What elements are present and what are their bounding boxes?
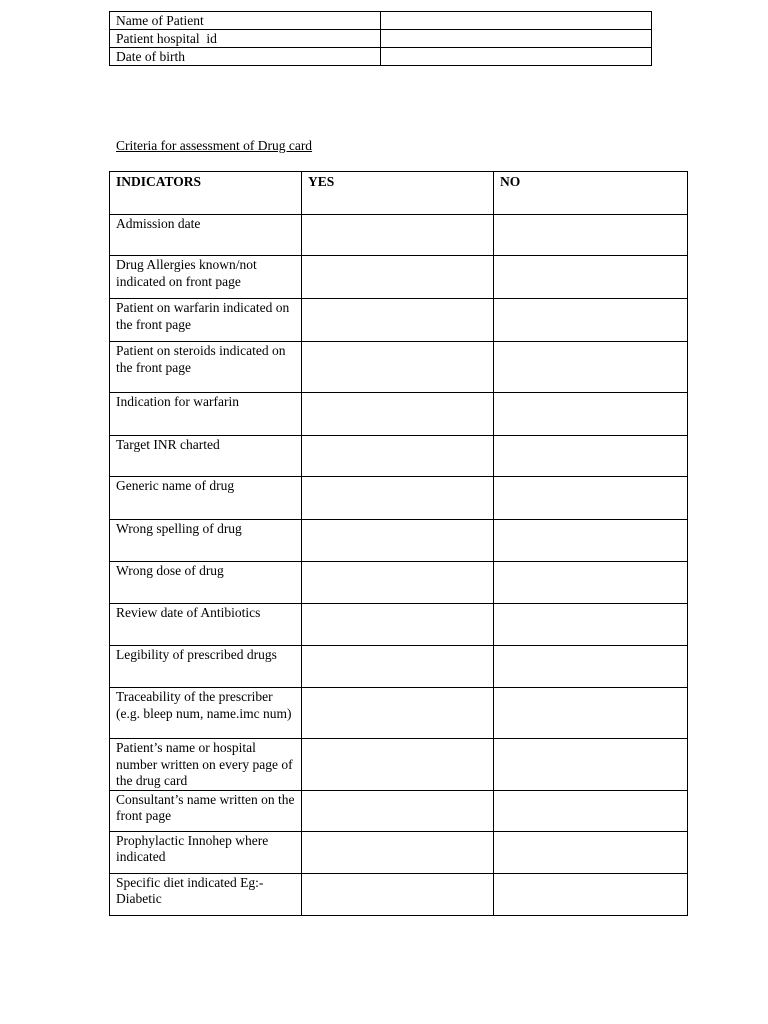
yes-cell[interactable] xyxy=(302,342,494,393)
criteria-row xyxy=(110,873,688,915)
indicator-cell: Indication for warfarin xyxy=(110,393,302,436)
yes-cell[interactable] xyxy=(302,393,494,436)
no-cell[interactable] xyxy=(494,215,688,256)
yes-cell[interactable] xyxy=(302,873,494,915)
criteria-row xyxy=(110,688,688,739)
criteria-table xyxy=(109,171,688,916)
no-cell[interactable] xyxy=(494,604,688,646)
dob-label: Date of birth xyxy=(110,48,381,66)
criteria-row xyxy=(110,342,688,393)
no-cell[interactable] xyxy=(494,393,688,436)
criteria-row xyxy=(110,604,688,646)
indicator-cell: Generic name of drug xyxy=(110,477,302,520)
yes-cell[interactable] xyxy=(302,256,494,299)
yes-cell[interactable] xyxy=(302,562,494,604)
indicator-cell: Consultant’s name written on the front page xyxy=(110,790,302,831)
indicator-cell: Wrong spelling of drug xyxy=(110,520,302,562)
patient-id-field[interactable] xyxy=(381,30,652,48)
yes-cell[interactable] xyxy=(302,688,494,739)
indicator-cell: Traceability of the prescriber (e.g. bleep num, name.imc num) xyxy=(110,688,302,739)
yes-cell[interactable] xyxy=(302,739,494,791)
yes-cell[interactable] xyxy=(302,790,494,831)
no-cell[interactable] xyxy=(494,342,688,393)
no-cell[interactable] xyxy=(494,688,688,739)
indicator-cell: Patient on warfarin indicated on the front page xyxy=(110,299,302,342)
yes-cell[interactable] xyxy=(302,436,494,477)
indicator-cell: Target INR charted xyxy=(110,436,302,477)
yes-cell[interactable] xyxy=(302,299,494,342)
criteria-row xyxy=(110,831,688,873)
no-cell[interactable] xyxy=(494,520,688,562)
criteria-row xyxy=(110,477,688,520)
indicator-cell: Review date of Antibiotics xyxy=(110,604,302,646)
indicator-cell: Admission date xyxy=(110,215,302,256)
no-cell[interactable] xyxy=(494,562,688,604)
dob-field[interactable] xyxy=(381,48,652,66)
no-cell[interactable] xyxy=(494,299,688,342)
patient-id-label: Patient hospital id xyxy=(110,30,381,48)
patient-id-row xyxy=(110,30,652,48)
criteria-row xyxy=(110,790,688,831)
header-indicators: INDICATORS xyxy=(110,172,302,215)
indicator-cell: Patient on steroids indicated on the front page xyxy=(110,342,302,393)
indicator-cell: Wrong dose of drug xyxy=(110,562,302,604)
no-cell[interactable] xyxy=(494,739,688,791)
no-cell[interactable] xyxy=(494,646,688,688)
dob-row xyxy=(110,48,652,66)
criteria-row xyxy=(110,739,688,791)
indicator-cell: Specific diet indicated Eg:- Diabetic xyxy=(110,873,302,915)
header-no: NO xyxy=(494,172,688,215)
criteria-row xyxy=(110,436,688,477)
patient-name-row xyxy=(110,12,652,30)
patient-name-field[interactable] xyxy=(381,12,652,30)
yes-cell[interactable] xyxy=(302,215,494,256)
yes-cell[interactable] xyxy=(302,831,494,873)
yes-cell[interactable] xyxy=(302,520,494,562)
criteria-row xyxy=(110,562,688,604)
yes-cell[interactable] xyxy=(302,646,494,688)
criteria-row xyxy=(110,215,688,256)
criteria-heading: Criteria for assessment of Drug card xyxy=(116,138,313,153)
no-cell[interactable] xyxy=(494,831,688,873)
criteria-row xyxy=(110,393,688,436)
criteria-header-row xyxy=(110,172,688,215)
indicator-cell: Patient’s name or hospital number written on every page of the drug card xyxy=(110,739,302,791)
patient-name-label: Name of Patient xyxy=(110,12,381,30)
criteria-row xyxy=(110,646,688,688)
yes-cell[interactable] xyxy=(302,477,494,520)
patient-info-table xyxy=(109,11,652,66)
no-cell[interactable] xyxy=(494,477,688,520)
indicator-cell: Legibility of prescribed drugs xyxy=(110,646,302,688)
no-cell[interactable] xyxy=(494,873,688,915)
criteria-row xyxy=(110,520,688,562)
no-cell[interactable] xyxy=(494,436,688,477)
no-cell[interactable] xyxy=(494,790,688,831)
indicator-cell: Drug Allergies known/not indicated on front page xyxy=(110,256,302,299)
criteria-row xyxy=(110,256,688,299)
header-yes: YES xyxy=(302,172,494,215)
yes-cell[interactable] xyxy=(302,604,494,646)
criteria-row xyxy=(110,299,688,342)
indicator-cell: Prophylactic Innohep where indicated xyxy=(110,831,302,873)
no-cell[interactable] xyxy=(494,256,688,299)
